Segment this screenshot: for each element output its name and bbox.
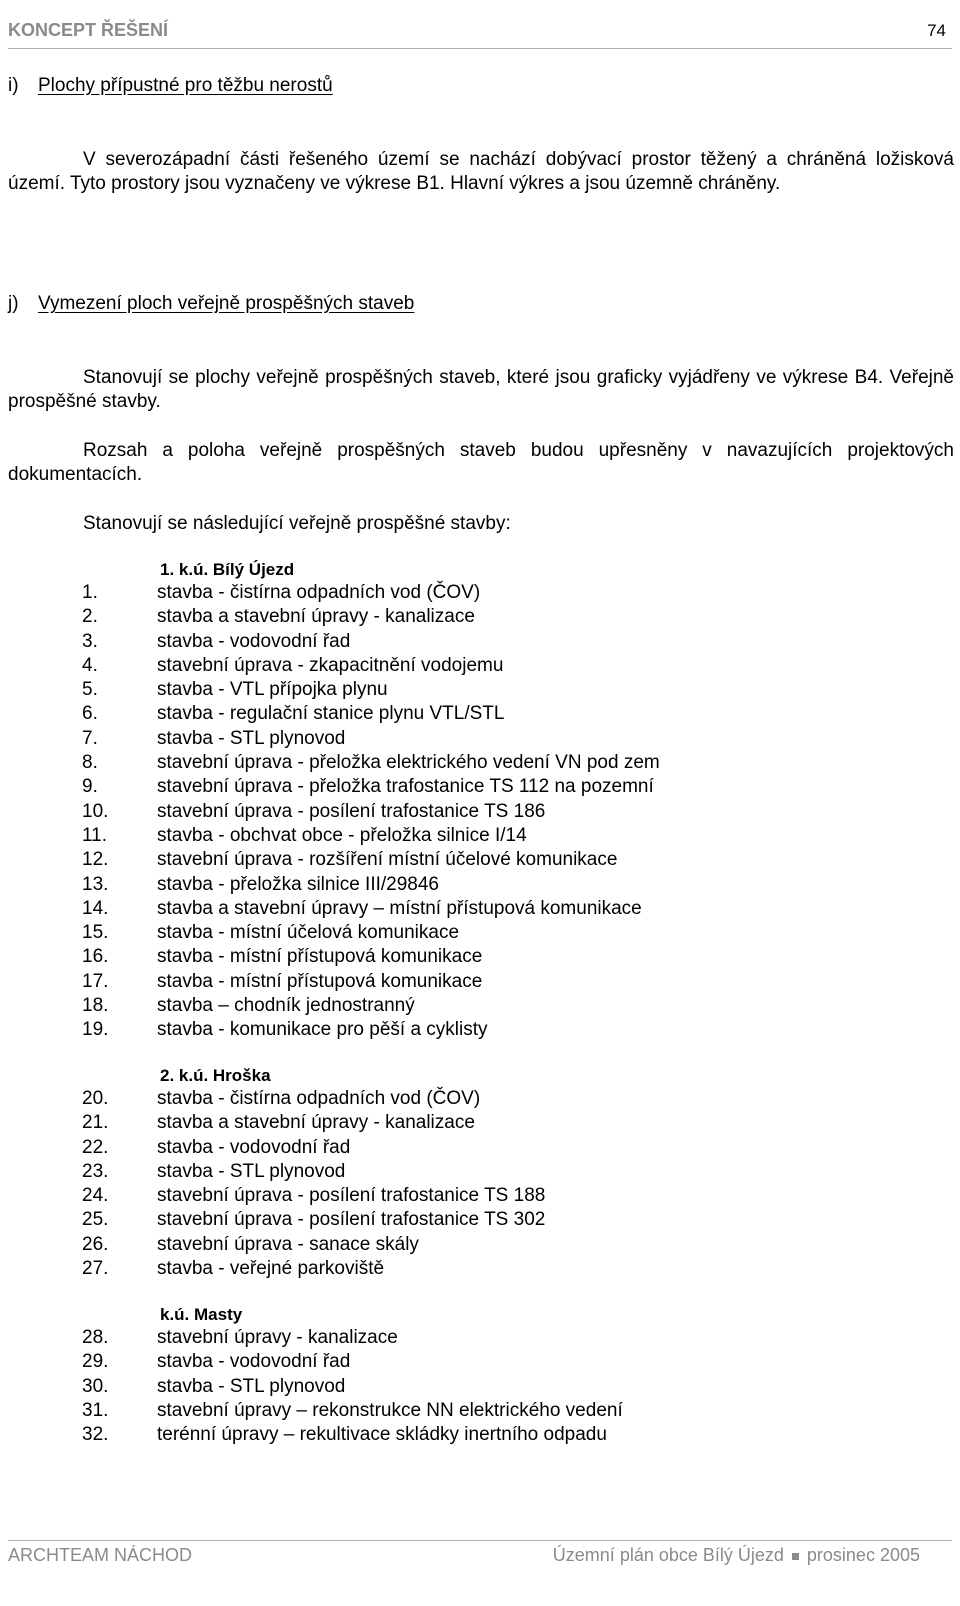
list-item-text: stavba - regulační stanice plynu VTL/STL xyxy=(157,703,505,725)
list-item-number: 20. xyxy=(82,1088,109,1109)
list-item xyxy=(0,1326,960,1350)
list-item xyxy=(0,1233,960,1257)
footer-company: ARCHTEAM NÁCHOD xyxy=(8,1545,193,1565)
section-j-paragraph-1: Stanovují se plochy veřejně prospěšných staveb, které jsou graficky vyjádřeny ve výkrese B4. Veřejně prospěšné stavby. xyxy=(8,367,954,412)
header-section-title: KONCEPT ŘEŠENÍ xyxy=(8,20,169,40)
list-item-text: stavba - místní přístupová komunikace xyxy=(157,970,483,992)
list-item xyxy=(0,1375,960,1399)
list-item xyxy=(0,848,960,872)
group-heading-bily-ujezd: 1. k.ú. Bílý Újezd xyxy=(160,560,295,579)
list-item xyxy=(0,751,960,775)
list-item xyxy=(0,1208,960,1232)
list-item-text: stavba - obchvat obce - přeložka silnice I/14 xyxy=(157,824,527,846)
list-item xyxy=(0,654,960,678)
section-j-title: Vymezení ploch veřejně prospěšných staveb xyxy=(38,293,415,314)
list-item-text: terénní úpravy – rekultivace skládky inertního odpadu xyxy=(157,1424,607,1446)
list-item xyxy=(0,800,960,824)
list-item xyxy=(0,1136,960,1160)
section-j-paragraph-3: Stanovují se následující veřejně prospěšné stavby: xyxy=(83,513,511,534)
list-item xyxy=(0,581,960,605)
list-item-number: 30. xyxy=(82,1375,109,1397)
list-item-text: stavba - čistírna odpadních vod (ČOV) xyxy=(157,1088,481,1109)
list-item-text: stavba - místní účelová komunikace xyxy=(157,922,460,944)
section-i-number: i) xyxy=(8,75,19,96)
group-heading-masty: k.ú. Masty xyxy=(160,1305,243,1324)
list-item-number: 21. xyxy=(82,1112,109,1134)
list-item xyxy=(0,824,960,848)
section-j-heading xyxy=(8,293,414,315)
list-item-text: stavební úprava - sanace skály xyxy=(157,1233,419,1255)
page-footer xyxy=(8,1540,952,1581)
list-item-text: stavební úprava - zkapacitnění vodojemu xyxy=(157,654,504,676)
list-item xyxy=(0,970,960,994)
list-item-text: stavební úpravy – rekonstrukce NN elektrického vedení xyxy=(157,1399,623,1421)
list-item-number: 29. xyxy=(82,1351,109,1373)
list-item xyxy=(0,921,960,945)
list-item-text: stavební úprava - posílení trafostanice TS 186 xyxy=(157,800,546,822)
list-item xyxy=(0,678,960,702)
list-item-number: 23. xyxy=(82,1160,109,1182)
section-j-number: j) xyxy=(8,293,19,314)
list-item-text: stavba - STL plynovod xyxy=(157,1160,346,1182)
list-item-number: 19. xyxy=(82,1019,109,1041)
list-item xyxy=(0,945,960,969)
list-item xyxy=(0,1423,960,1447)
list-item-number: 32. xyxy=(82,1424,109,1446)
list-item-text: stavba - STL plynovod xyxy=(157,1375,346,1397)
list-item-number: 5. xyxy=(82,679,98,701)
section-j-paragraph-2: Rozsah a poloha veřejně prospěšných staveb budou upřesněny v navazujících projektových dokumentacích. xyxy=(8,440,954,485)
group-list-masty xyxy=(0,1326,960,1447)
section-i-heading xyxy=(8,75,333,97)
list-item xyxy=(0,1087,960,1111)
list-item xyxy=(0,1111,960,1135)
list-item-text: stavební úprava - rozšíření místní účelové komunikace xyxy=(157,849,618,871)
list-item-number: 3. xyxy=(82,630,98,652)
list-item-number: 28. xyxy=(82,1327,109,1348)
list-item xyxy=(0,1160,960,1184)
page-header xyxy=(8,18,952,49)
list-item-number: 2. xyxy=(82,606,98,628)
list-item xyxy=(0,897,960,921)
list-item-number: 18. xyxy=(82,995,109,1017)
list-item-number: 15. xyxy=(82,922,109,944)
section-i-paragraph: V severozápadní části řešeného území se nachází dobývací prostor těžený a chráněná ložisková území. Tyto prostory jsou vyznačeny ve výkrese B1. Hlavní výkres a jsou územně chráněny. xyxy=(8,149,954,194)
group-list-hroska xyxy=(0,1087,960,1281)
list-item-text: stavba - veřejné parkoviště xyxy=(157,1258,385,1280)
list-item-text: stavební úpravy - kanalizace xyxy=(157,1327,398,1348)
list-item-text: stavba - vodovodní řad xyxy=(157,1351,351,1373)
list-item-text: stavba – chodník jednostranný xyxy=(157,995,415,1017)
header-page-number: 74 xyxy=(927,21,946,40)
list-item xyxy=(0,775,960,799)
list-item-number: 14. xyxy=(82,897,109,919)
footer-date: prosinec 2005 xyxy=(806,1545,920,1565)
footer-document-info xyxy=(553,1545,920,1566)
list-item-text: stavba a stavební úpravy - kanalizace xyxy=(157,1112,475,1134)
list-item-number: 7. xyxy=(82,727,98,749)
list-item-text: stavba - čistírna odpadních vod (ČOV) xyxy=(157,582,481,603)
list-item-number: 27. xyxy=(82,1258,109,1280)
list-item-number: 1. xyxy=(82,582,98,603)
list-item-text: stavba - STL plynovod xyxy=(157,727,346,749)
list-item-text: stavba - VTL přípojka plynu xyxy=(157,679,388,701)
list-item-number: 31. xyxy=(82,1399,109,1421)
square-bullet-icon xyxy=(792,1553,799,1560)
list-item-number: 4. xyxy=(82,654,98,676)
list-item xyxy=(0,630,960,654)
section-i-title: Plochy přípustné pro těžbu nerostů xyxy=(38,75,333,96)
list-item-number: 16. xyxy=(82,946,109,968)
list-item-text: stavba - přeložka silnice III/29846 xyxy=(157,873,439,895)
list-item xyxy=(0,873,960,897)
list-item xyxy=(0,605,960,629)
footer-document-title: Územní plán obce Bílý Újezd xyxy=(552,1545,784,1565)
list-item-number: 13. xyxy=(82,873,109,895)
list-item-text: stavba - vodovodní řad xyxy=(157,630,351,652)
list-item-number: 9. xyxy=(82,776,98,798)
list-item-text: stavební úprava - posílení trafostanice TS 302 xyxy=(157,1209,546,1231)
list-item-number: 17. xyxy=(82,970,109,992)
list-item-number: 24. xyxy=(82,1185,109,1207)
list-item-text: stavební úprava - posílení trafostanice TS 188 xyxy=(157,1185,546,1207)
list-item-number: 6. xyxy=(82,703,98,725)
list-item-text: stavba a stavební úpravy - kanalizace xyxy=(157,606,475,628)
list-item xyxy=(0,1399,960,1423)
list-item-number: 22. xyxy=(82,1136,109,1158)
list-item-text: stavba - místní přístupová komunikace xyxy=(157,946,483,968)
list-item-number: 11. xyxy=(82,824,108,846)
group-heading-hroska: 2. k.ú. Hroška xyxy=(160,1066,271,1085)
list-item-number: 8. xyxy=(82,752,98,774)
list-item-number: 26. xyxy=(82,1233,109,1255)
list-item xyxy=(0,1350,960,1374)
list-item-text: stavební úprava - přeložka trafostanice TS 112 na pozemní xyxy=(157,776,654,798)
list-item xyxy=(0,1184,960,1208)
group-list-bily-ujezd xyxy=(0,581,960,1043)
list-item-text: stavba - komunikace pro pěší a cyklisty xyxy=(157,1019,488,1041)
list-item-number: 25. xyxy=(82,1209,109,1231)
list-item xyxy=(0,727,960,751)
list-item-text: stavba - vodovodní řad xyxy=(157,1136,351,1158)
list-item xyxy=(0,994,960,1018)
list-item xyxy=(0,702,960,726)
list-item xyxy=(0,1018,960,1042)
list-item-number: 12. xyxy=(82,849,109,871)
list-item-text: stavební úprava - přeložka elektrického vedení VN pod zem xyxy=(157,752,660,774)
list-item xyxy=(0,1257,960,1281)
list-item-number: 10. xyxy=(82,800,109,822)
list-item-text: stavba a stavební úpravy – místní přístupová komunikace xyxy=(157,897,642,919)
